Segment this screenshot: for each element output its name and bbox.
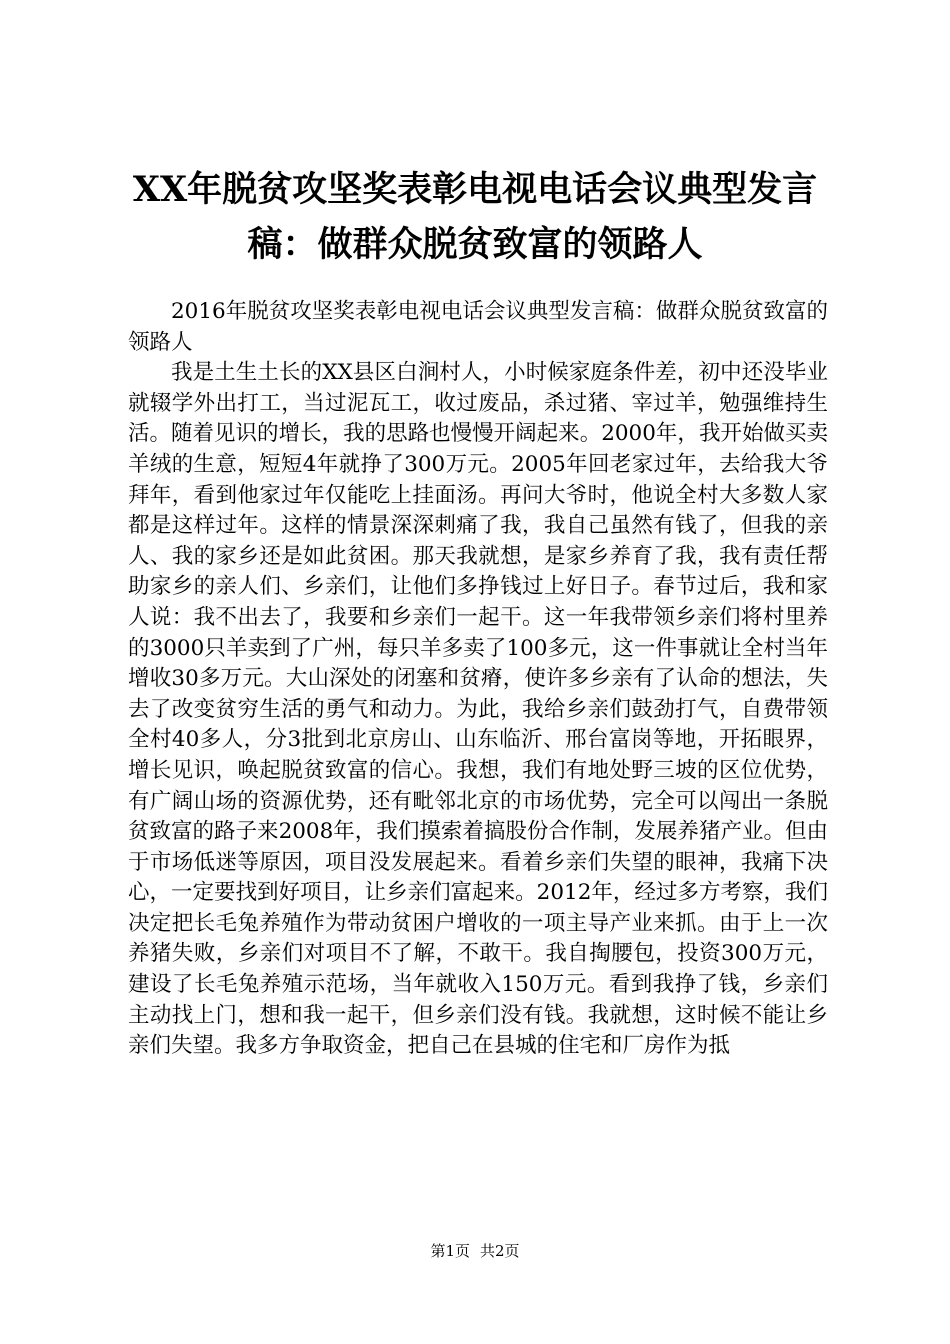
- document-body: [128, 297, 828, 1062]
- page-total: 共2页: [480, 1242, 520, 1260]
- document-title-line-1: XX年脱贫攻坚奖表彰电视电话会议典型发言: [132, 169, 818, 210]
- paragraph-intro: 2016年脱贫攻坚奖表彰电视电话会议典型发言稿：做群众脱贫致富的领路人: [128, 299, 828, 355]
- document-title-line-2: 稿：做群众脱贫致富的领路人: [247, 224, 703, 265]
- paragraph-main: 我是土生土长的XX县区白涧村人，小时候家庭条件差，初中还没毕业就辍学外出打工，当过泥瓦工，收过废品，杀过猪、宰过羊，勉强维持生活。随着见识的增长，我的思路也慢慢开阔起来。2000年，我开始做买卖羊绒的生意，短短4年就挣了300万元。2005年回老家过年，去给我大爷拜年，看到他家过年仅能吃上挂面汤。再问大爷时，他说全村大多数人家都是这样过年。这样的情景深深刺痛了我，我自己虽然有钱了，但我的亲人、我的家乡还是如此贫困。那天我就想，是家乡养育了我，我有责任帮助家乡的亲人们、乡亲们，让他们多挣钱过上好日子。春节过后，我和家人说：我不出去了，我要和乡亲们一起干。这一年我带领乡亲们将村里养的3000只羊卖到了广州，每只羊多卖了100多元，这一件事就让全村当年增收30多万元。大山深处的闭塞和贫瘠，使许多乡亲有了认命的想法，失去了改变贫穷生活的勇气和动力。为此，我给乡亲们鼓劲打气，自费带领全村40多人，分3批到北京房山、山东临沂、邢台富岗等地，开拓眼界，增长见识，唤起脱贫致富的信心。我想，我们有地处野三坡的区位优势，有广阔山场的资源优势，还有毗邻北京的市场优势，完全可以闯出一条脱贫致富的路子来2008年，我们摸索着搞股份合作制，发展养猪产业。但由于市场低迷等原因，项目没发展起来。看着乡亲们失望的眼神，我痛下决心，一定要找到好项目，让乡亲们富起来。2012年，经过多方考察，我们决定把长毛兔养殖作为带动贫困户增收的一项主导产业来抓。由于上一次养猪失败，乡亲们对项目不了解，不敢干。我自掏腰包，投资300万元，建设了长毛兔养殖示范场，当年就收入150万元。看到我挣了钱，乡亲们主动找上门，想和我一起干，但乡亲们没有钱。我就想，这时候不能让乡亲们失望。我多方争取资金，把自己在县城的住宅和厂房作为抵: [128, 360, 828, 1059]
- page-footer: [0, 1241, 950, 1261]
- page-number: 第1页: [430, 1242, 470, 1260]
